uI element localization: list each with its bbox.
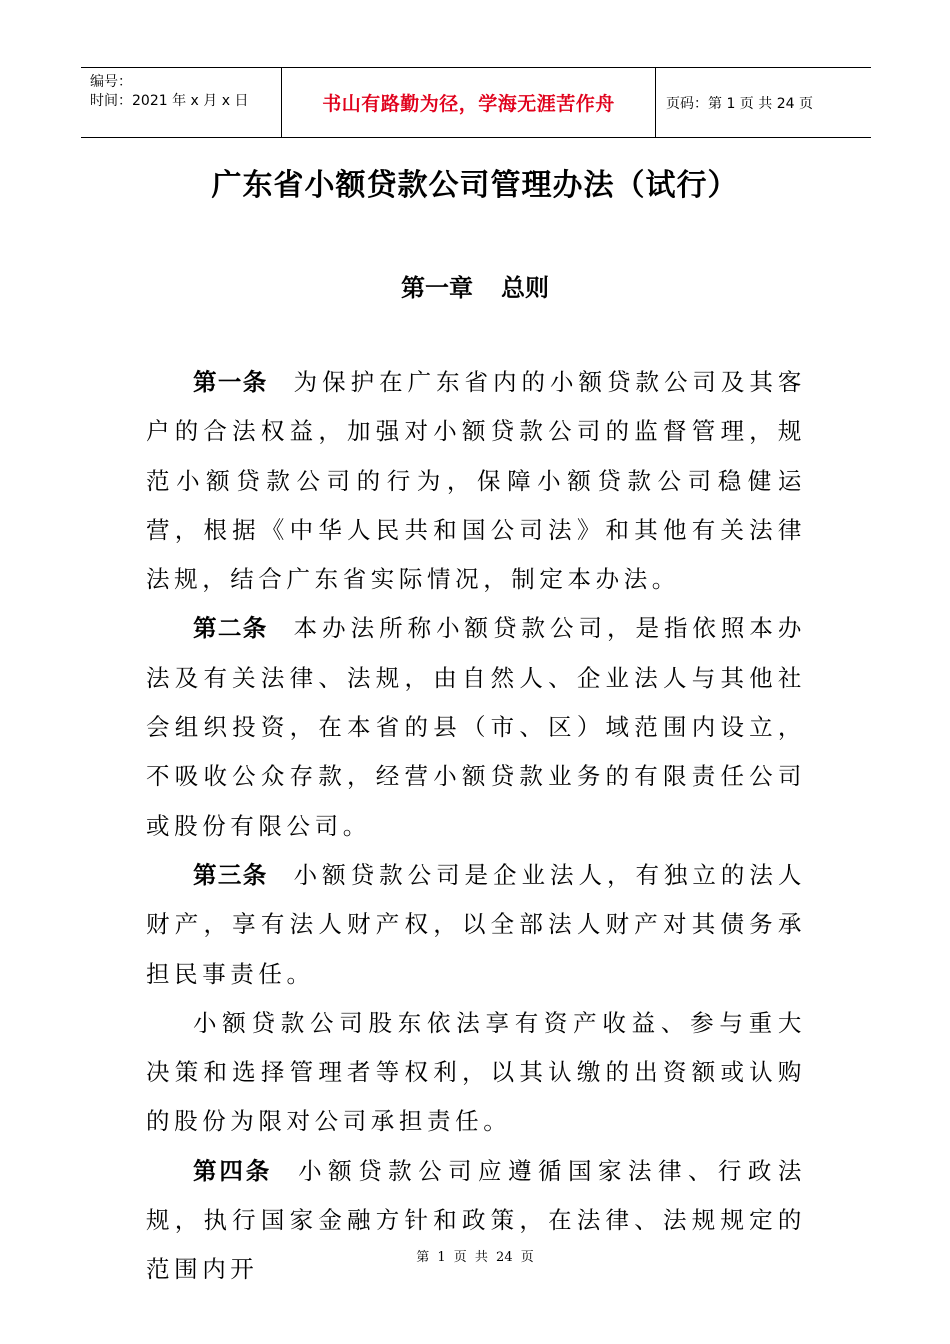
article-heading: 第三条 <box>193 860 268 889</box>
header-motto: 书山有路勤为径，学海无涯苦作舟 <box>281 68 656 137</box>
document-title: 广东省小额贷款公司管理办法（试行） <box>211 168 739 203</box>
chapter-name: 总则 <box>501 274 549 302</box>
article-paragraph <box>146 999 806 1147</box>
article-heading: 第一条 <box>193 368 268 396</box>
header-page-info: 页码：第 1 页 共 24 页 <box>666 95 813 112</box>
article-paragraph <box>146 1147 806 1295</box>
article-text: 本办法所称小额贷款公司，是指依照本办法及有关法律、法规，由自然人、企业法人与其他社会组织投资，在本省的县（市、区）域范围内设立，不吸收公众存款，经营小额贷款业务的有限责任公司或股份有限公司。 <box>146 614 806 840</box>
document-header <box>81 67 871 138</box>
article-paragraph <box>146 851 806 999</box>
article-text: 为保护在广东省内的小额贷款公司及其客户的合法权益，加强对小额贷款公司的监督管理，规范小额贷款公司的行为，保障小额贷款公司稳健运营，根据《中华人民共和国公司法》和其他有关法律法规，结合广东省实际情况，制定本办法。 <box>146 368 806 594</box>
page-footer: 第 1 页 共 24 页 <box>416 1250 534 1265</box>
code-label: 编号： <box>90 74 132 90</box>
header-meta <box>81 68 281 137</box>
article-heading: 第二条 <box>193 614 268 643</box>
article-text: 小额贷款公司应遵循国家法律、行政法规，执行国家金融方针和政策，在法律、法规规定的范围内开 <box>146 1156 807 1284</box>
chapter-heading <box>0 268 950 303</box>
document-body <box>146 358 806 1295</box>
article-paragraph <box>146 604 806 850</box>
chapter-number: 第一章 <box>401 274 473 302</box>
article-text: 小额贷款公司股东依法享有资产收益、参与重大决策和选择管理者等权利，以其认缴的出资额或认购的股份为限对公司承担责任。 <box>146 1008 806 1136</box>
article-heading: 第四条 <box>193 1156 273 1185</box>
time-label: 时间：2021 年 x 月 x 日 <box>90 93 249 109</box>
article-paragraph <box>146 358 806 604</box>
article-text: 小额贷款公司是企业法人，有独立的法人财产，享有法人财产权，以全部法人财产对其债务承担民事责任。 <box>146 860 806 988</box>
